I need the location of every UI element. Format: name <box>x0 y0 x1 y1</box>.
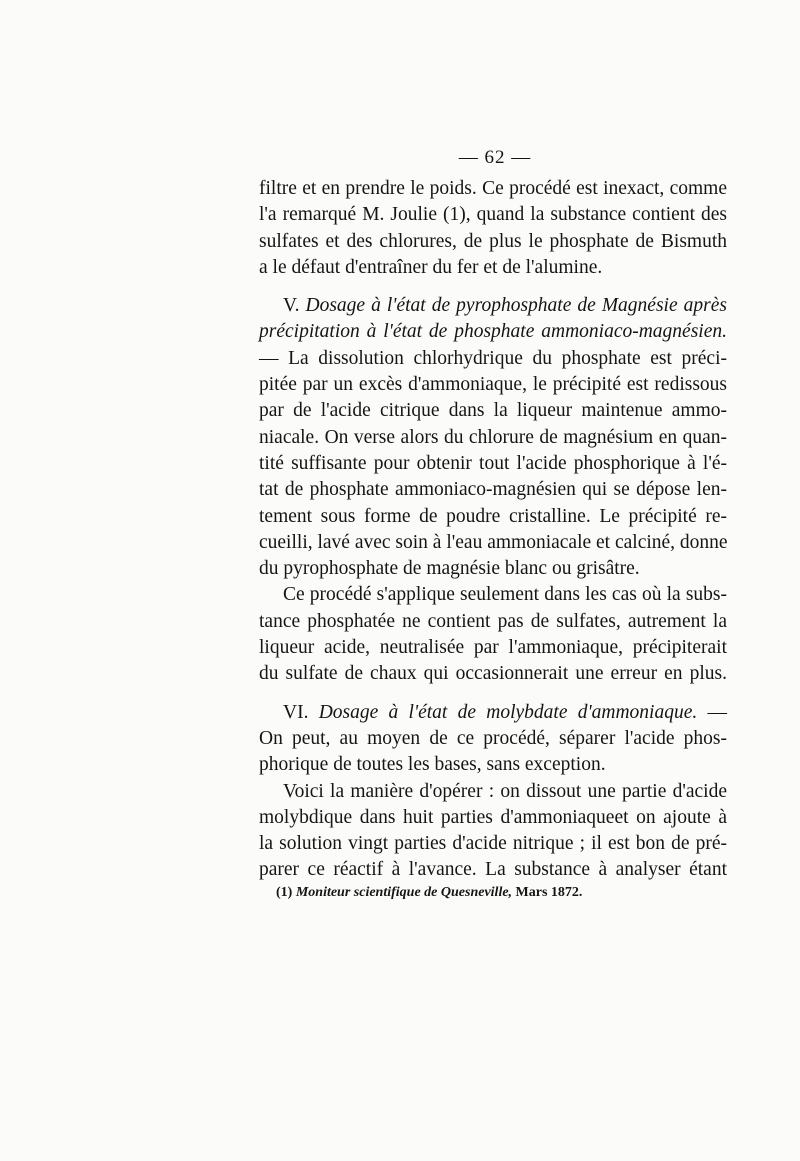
text-line: tance phosphatée ne contient pas de sulfates, autrement la <box>259 610 727 632</box>
text-line: filtre et en prendre le poids. Ce procédé est inexact, comme <box>259 178 727 199</box>
text-line: du pyrophosphate de magnésie blanc ou grisâtre. <box>259 558 640 580</box>
section-title: Dosage à l'état de molybdate d'ammoniaque. <box>318 701 698 723</box>
section-heading-v <box>259 293 727 319</box>
text-line: liqueur acide, neutralisée par l'ammoniaque, précipiterait <box>259 637 727 659</box>
section-number: VI. <box>283 701 309 723</box>
footnote-source: Moniteur scientifique de Quesneville, <box>295 885 513 900</box>
text-line: sulfates et des chlorures, de plus le phosphate de Bismuth <box>259 230 727 252</box>
text-line: On peut, au moyen de ce procédé, séparer l'acide phos- <box>259 727 727 749</box>
text-line: l'a remarqué M. Joulie (1), quand la substance contient des <box>259 204 727 226</box>
footnote-marker: (1) <box>276 885 293 900</box>
text-line: cueilli, lavé avec soin à l'eau ammoniacale et calciné, donne <box>259 531 728 553</box>
section-title: Dosage à l'état de pyrophosphate de Magnésie après <box>305 295 727 317</box>
footnote <box>276 883 582 903</box>
section-number: V. <box>283 295 300 317</box>
text-line: phorique de toutes les bases, sans exception. <box>259 754 606 776</box>
text-line: par de l'acide citrique dans la liqueur maintenue ammo- <box>259 400 727 422</box>
text-line: a le défaut d'entraîner du fer et de l'alumine. <box>259 256 603 278</box>
page-number: — 62 — <box>458 147 532 168</box>
section-heading-vi <box>259 700 727 726</box>
text-line: tat de phosphate ammoniaco-magnésien qui se dépose len- <box>259 479 727 501</box>
text-line: tité suffisante pour obtenir tout l'acide phosphorique à l'é- <box>259 452 727 474</box>
text-line: parer ce réactif à l'avance. La substance à analyser étant <box>259 859 727 881</box>
text-line: Voici la manière d'opérer : on dissout une partie d'acide <box>283 780 727 802</box>
section-dash: — <box>707 701 728 723</box>
text-line: niacale. On verse alors du chlorure de magnésium en quan- <box>259 426 727 448</box>
text-line: molybdique dans huit parties d'ammoniaqueet on ajoute à <box>259 806 727 828</box>
text-line: — La dissolution chlorhydrique du phosphate est préci- <box>259 347 727 369</box>
text-line: tement sous forme de poudre cristalline. Le précipité re- <box>259 505 727 527</box>
section-title-continued: précipitation à l'état de phosphate ammoniaco-magnésien. <box>259 321 727 343</box>
text-line: pitée par un excès d'ammoniaque, le précipité est redissous <box>259 374 727 396</box>
footnote-date: Mars 1872. <box>515 885 583 900</box>
body-text <box>259 176 727 884</box>
text-line: la solution vingt parties d'acide nitrique ; il est bon de pré- <box>259 833 727 855</box>
text-line: Ce procédé s'applique seulement dans les cas où la subs- <box>283 584 727 606</box>
text-line: du sulfate de chaux qui occasionnerait une erreur en plus. <box>259 663 727 685</box>
